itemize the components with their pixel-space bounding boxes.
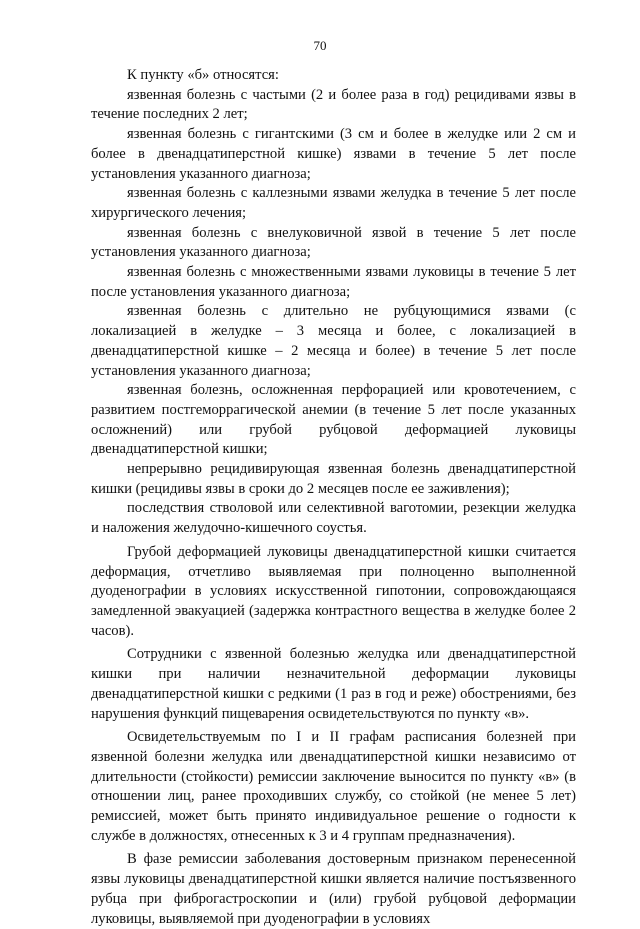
paragraph-intro: К пункту «б» относятся: [127,67,279,83]
paragraph-remission-clause: В фазе ремиссии заболевания достоверным признаком перенесенной язвы луковицы двенадцатиперстной кишки является наличие постъязвенного рубца при фиброгастроскопии и (или) грубой рубцовой деформации луковицы, выявляемой при дуоденографии в условиях [91,851,576,927]
list-item-callous-ulcers: язвенная болезнь с каллезными язвами желудка в течение 5 лет после хирургического лечения; [91,185,576,221]
list-item-continuous-relapse: непрерывно рецидивирующая язвенная болезнь двенадцатиперстной кишки (рецидивы язвы в сроки до 2 месяцев после ее заживления); [91,461,576,497]
list-item-frequent-relapses: язвенная болезнь с частыми (2 и более раза в год) рецидивами язвы в течение последних 2 лет; [91,86,576,123]
paragraph-employees-clause: Сотрудники с язвенной болезнью желудка или двенадцатиперстной кишки при наличии незначительной деформации луковицы двенадцатиперстной кишки с редкими (1 раз в год и реже) обострениями, без нарушения функций пищеварения освидетельствуются по пункту «в». [91,646,576,722]
list-item-non-healing-ulcers: язвенная болезнь с длительно не рубцующимися язвами (с локализацией в желудке – 3 месяца и более, с локализацией в двенадцатиперстной кишке – 2 месяца и более) в течение 5 лет после установления указанного диагноза; [91,303,576,379]
document-body [91,66,576,929]
paragraph-columns-clause: Освидетельствуемым по I и II графам расписания болезней при язвенной болезни желудка или двенадцатиперстной кишки независимо от длительности (стойкости) ремиссии заключение выносится по пункту «в» (в отношении лиц, ранее проходивших службу, со стойкой (не менее 5 лет) ремиссией, может быть принято индивидуальное решение о годности к службе в должностях, отнесенных к 3 и 4 группам предназначения). [91,729,576,844]
list-item-complicated-ulcer: язвенная болезнь, осложненная перфорацией или кровотечением, с развитием постгеморрагической анемии (в течение 5 лет после указанных осложнений) или грубой рубцовой деформацией луковицы двенадцатиперстной кишки; [91,382,576,458]
paragraph-deformation-definition: Грубой деформацией луковицы двенадцатиперстной кишки считается деформация, отчетливо выявляемая при полноценно выполненной дуоденографии в условиях искусственной гипотонии, сопровождающаяся замедленной эвакуацией (задержка контрастного вещества в желудке более 2 часов). [91,543,576,639]
list-item-multiple-ulcers: язвенная болезнь с множественными язвами луковицы в течение 5 лет после установления указанного диагноза; [91,264,576,300]
list-item-vagotomy-consequences: последствия стволовой или селективной ваготомии, резекции желудка и наложения желудочно-кишечного соустья. [91,500,576,537]
page-number: 70 [313,38,327,53]
list-item-extrabulbar-ulcer: язвенная болезнь с внелуковичной язвой в течение 5 лет после установления указанного диагноза; [91,224,576,261]
list-item-giant-ulcers: язвенная болезнь с гигантскими (3 см и более в желудке или 2 см и более в двенадцатиперстной кишке) язвами в течение 5 лет после установления указанного диагноза; [91,126,576,182]
